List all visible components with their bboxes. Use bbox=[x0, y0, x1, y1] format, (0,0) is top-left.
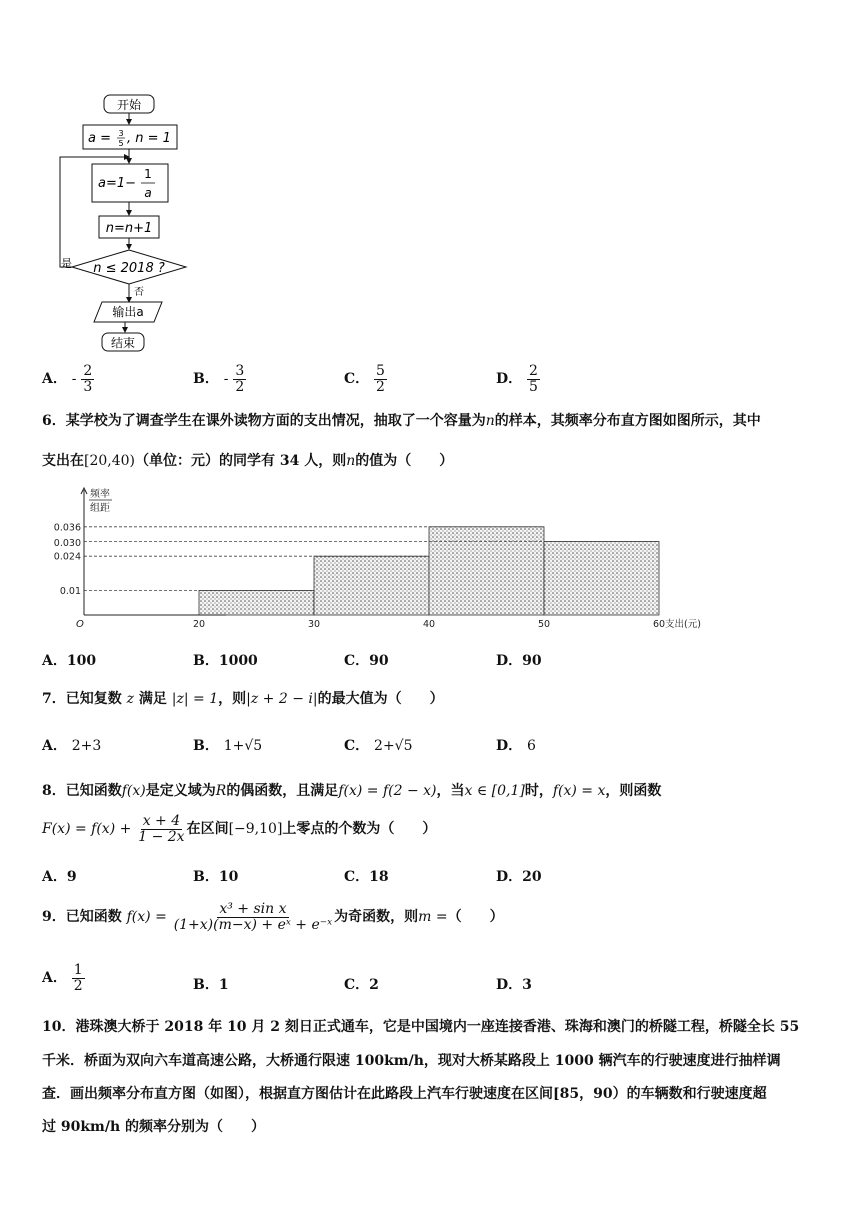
q8-text-1: 8．已知函数 bbox=[42, 783, 122, 799]
histogram-bar bbox=[199, 591, 314, 616]
q9-option-a[interactable] bbox=[42, 963, 85, 993]
histogram-y-tick-label: 0.01 bbox=[59, 586, 81, 597]
q6-histogram bbox=[48, 484, 701, 636]
q7-stem bbox=[42, 688, 444, 708]
q7-option-b[interactable] bbox=[193, 735, 262, 755]
q8-stem-line2 bbox=[42, 814, 436, 844]
q8-range: [−9,10] bbox=[228, 821, 283, 838]
q6-text-4: （单位：元）的同学有 34 人，则 bbox=[135, 453, 347, 469]
histogram-x-tick-label: 50 bbox=[537, 619, 551, 630]
flow-init-den: 5 bbox=[118, 139, 124, 148]
option-num: 2 bbox=[83, 363, 93, 379]
q8-text-8: 上零点的个数为（ ） bbox=[282, 821, 437, 838]
option-letter: C． bbox=[344, 738, 370, 754]
histogram-y-tick-label: 0.036 bbox=[53, 522, 81, 534]
option-letter: D． bbox=[496, 371, 523, 388]
histogram-bar bbox=[544, 542, 659, 616]
q8-F: F(x) = f(x) + bbox=[42, 821, 132, 838]
flow-init-a: a = bbox=[88, 131, 111, 146]
option-letter: C． bbox=[344, 371, 370, 388]
q6-stem-line1 bbox=[42, 410, 761, 430]
option-sign: - bbox=[71, 371, 77, 388]
histogram-ylabel-top: 频率 bbox=[90, 489, 110, 500]
histogram-bar bbox=[314, 556, 429, 615]
q9-text-3: （ ） bbox=[447, 909, 504, 926]
q9-option-b[interactable] bbox=[193, 974, 229, 994]
q9-option-d[interactable] bbox=[496, 974, 532, 994]
flow-step1-a: a=1− bbox=[98, 176, 137, 191]
q9-f: f(x) = bbox=[126, 909, 167, 926]
option-den: 2 bbox=[235, 378, 245, 395]
q7-option-d[interactable] bbox=[496, 735, 536, 755]
q6-text-5: 的值为（ ） bbox=[355, 453, 454, 469]
histogram-x-tick-label: 30 bbox=[307, 619, 321, 630]
q6-option-c[interactable] bbox=[344, 650, 389, 670]
option-value: 6 bbox=[527, 738, 536, 754]
q7-option-c[interactable] bbox=[344, 735, 413, 755]
option-text: C．90 bbox=[344, 653, 389, 669]
histogram-y-tick-label: 0.030 bbox=[53, 538, 81, 549]
option-value: 1 bbox=[218, 977, 229, 993]
q8-stem-line1 bbox=[42, 780, 661, 800]
flow-init-num: 3 bbox=[118, 129, 124, 138]
q6-text-2: 的样本，其频率分布直方图如图所示，其中 bbox=[494, 413, 761, 429]
option-letter: B． bbox=[193, 977, 219, 993]
q7-abs-1: |z| = 1 bbox=[171, 691, 219, 707]
q6-option-d[interactable] bbox=[496, 650, 542, 670]
option-text: A．9 bbox=[42, 869, 77, 885]
histogram-y-tick-label: 0.024 bbox=[53, 551, 81, 563]
histogram-x-tick-label: 20 bbox=[192, 619, 206, 630]
q9-stem bbox=[42, 902, 504, 932]
flow-output-label: 输出a bbox=[112, 305, 144, 319]
q8-frac-den: 1 − 2x bbox=[138, 828, 185, 845]
option-letter: D． bbox=[496, 738, 523, 754]
q7-text-2: 满足 bbox=[138, 691, 167, 707]
option-den: 2 bbox=[73, 977, 83, 994]
option-den: 3 bbox=[83, 378, 93, 395]
q5-option-d[interactable] bbox=[496, 364, 540, 394]
q10-line4: 过 90km/h 的频率分别为（ ） bbox=[42, 1119, 266, 1135]
q10-line3: 查．画出频率分布直方图（如图），根据直方图估计在此路段上汽车行驶速度在区间[85，90）的车辆数和行驶速度超 bbox=[42, 1086, 767, 1102]
q5-option-a[interactable] bbox=[42, 364, 94, 394]
histogram-x-tick-label: 60 bbox=[652, 619, 666, 630]
option-letter: D． bbox=[496, 977, 523, 993]
option-value: 2+√5 bbox=[374, 738, 413, 754]
q8-text-5: 时， bbox=[524, 783, 553, 799]
q8-cond: x ∈ [0,1] bbox=[464, 783, 525, 799]
option-den: 5 bbox=[529, 378, 538, 395]
q5-option-b[interactable] bbox=[193, 364, 246, 394]
q9-frac-den: (1+x)(m−x) + eˣ + e⁻ˣ bbox=[173, 916, 333, 933]
option-letter: B． bbox=[193, 371, 219, 388]
flow-no-label: 否 bbox=[134, 287, 144, 298]
q9-text-1: 9．已知函数 bbox=[42, 909, 122, 926]
option-num: 5 bbox=[376, 363, 385, 379]
option-letter: A． bbox=[42, 738, 67, 754]
q6-interval: [20,40) bbox=[84, 453, 136, 469]
q8-eq2: f(x) = x bbox=[552, 783, 606, 799]
q8-text-2: 是定义域为 bbox=[145, 783, 216, 799]
flow-cond-label: n ≤ 2018 ? bbox=[93, 261, 165, 276]
q8-frac-num: x + 4 bbox=[142, 813, 181, 829]
q10-line2: 千米．桥面为双向六车道高速公路，大桥通行限速 100km/h，现对大桥某路段上 1000 辆汽车的行驶速度进行抽样调 bbox=[42, 1053, 781, 1069]
q6-stem-line2 bbox=[42, 450, 453, 470]
q8-text-3: 的偶函数，且满足 bbox=[226, 783, 339, 799]
option-text: D．20 bbox=[496, 869, 542, 885]
option-den: 2 bbox=[376, 378, 385, 395]
option-text: D．90 bbox=[496, 653, 542, 669]
flow-start-label: 开始 bbox=[116, 98, 142, 112]
q6-var-n: n bbox=[485, 413, 495, 429]
option-num: 2 bbox=[529, 363, 538, 379]
q8-R: R bbox=[215, 783, 227, 799]
q7-text-4: 的最大值为（ ） bbox=[317, 691, 444, 707]
q8-text-7: 在区间 bbox=[186, 821, 229, 838]
histogram-ylabel-bottom: 组距 bbox=[90, 503, 110, 514]
q9-text-2: 为奇函数，则 bbox=[334, 909, 419, 926]
q8-text-6: ，则函数 bbox=[605, 783, 662, 799]
option-value: 3 bbox=[522, 977, 532, 993]
q10-line1: 10．港珠澳大桥于 2018 年 10 月 2 刻日正式通车，它是中国境内一座连接香港、珠海和澳门的桥隧工程，桥隧全长 55 bbox=[42, 1019, 800, 1035]
q8-option-c[interactable] bbox=[344, 866, 389, 886]
flow-step1-num: 1 bbox=[144, 167, 152, 181]
histogram-bar bbox=[429, 527, 544, 615]
q8-text-4: ，当 bbox=[436, 783, 465, 799]
option-text: A．100 bbox=[42, 653, 97, 669]
q7-text-1: 7．已知复数 bbox=[42, 691, 122, 707]
q7-option-a[interactable] bbox=[42, 735, 101, 755]
flow-yes-label: 是 bbox=[61, 257, 72, 270]
q9-option-c[interactable] bbox=[344, 974, 379, 994]
q9-frac-num: x³ + sin x bbox=[219, 901, 287, 917]
q7-abs-2: |z + 2 − i| bbox=[246, 691, 318, 707]
q9-m: m = bbox=[418, 909, 448, 926]
q8-option-b[interactable] bbox=[193, 866, 238, 886]
option-text: C．18 bbox=[344, 869, 389, 885]
flowchart bbox=[50, 88, 210, 358]
q6-option-a[interactable] bbox=[42, 650, 96, 670]
option-value: 1+√5 bbox=[223, 738, 263, 754]
histogram-x-tick-label: 40 bbox=[422, 619, 436, 630]
option-letter: B． bbox=[193, 738, 219, 754]
option-letter: A． bbox=[42, 371, 67, 388]
q8-f: f(x) bbox=[121, 783, 146, 799]
option-text: B．1000 bbox=[193, 653, 258, 669]
q8-option-d[interactable] bbox=[496, 866, 542, 886]
flow-init-n: , n = 1 bbox=[127, 131, 171, 146]
q8-option-a[interactable] bbox=[42, 866, 77, 886]
flow-step1-den: a bbox=[144, 186, 152, 200]
option-value: 2+3 bbox=[71, 738, 102, 754]
q6-text-1: 6．某学校为了调查学生在课外读物方面的支出情况，抽取了一个容量为 bbox=[42, 413, 486, 429]
q8-eq1: f(x) = f(2 − x) bbox=[338, 783, 437, 799]
option-letter: C． bbox=[344, 977, 370, 993]
option-sign: - bbox=[223, 371, 229, 388]
q6-text-3: 支出在 bbox=[42, 453, 84, 469]
option-num: 1 bbox=[73, 962, 83, 978]
histogram-origin-label: O bbox=[76, 619, 84, 630]
option-num: 3 bbox=[235, 363, 245, 379]
q7-text-3: ，则 bbox=[218, 691, 247, 707]
flow-end-label: 结束 bbox=[110, 336, 136, 350]
q7-var-z: z bbox=[126, 691, 135, 707]
q5-option-c[interactable] bbox=[344, 364, 387, 394]
option-text: B．10 bbox=[193, 869, 239, 885]
option-letter: A． bbox=[42, 970, 67, 987]
histogram-xlabel: 支出(元) bbox=[665, 619, 701, 630]
q6-option-b[interactable] bbox=[193, 650, 258, 670]
option-value: 2 bbox=[369, 977, 379, 993]
flow-step2-label: n=n+1 bbox=[105, 221, 153, 236]
q6-var-n2: n bbox=[346, 453, 356, 469]
